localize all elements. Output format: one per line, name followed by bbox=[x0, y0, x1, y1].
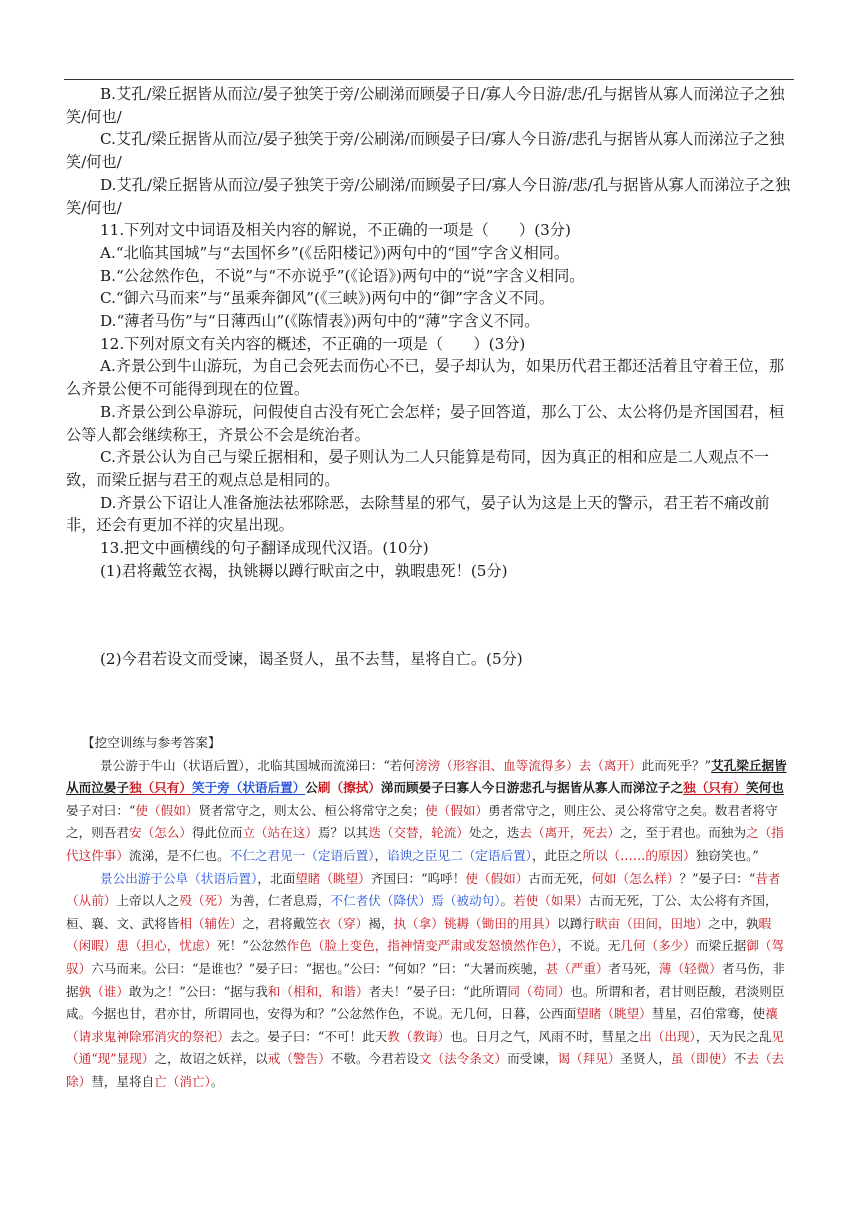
answer-run: 笑于旁（状语后置） bbox=[191, 780, 306, 796]
answer-run: 若使（如果） bbox=[513, 893, 589, 909]
q12-option-c: C.齐景公认为自己与梁丘据相和，晏子则认为二人只能算是苟同，因为真正的相和应是二人观点不一致，而梁丘据与君王的观点总是相同的。 bbox=[66, 448, 769, 489]
answer-run: 公 bbox=[305, 780, 318, 796]
answer-run: 古而无死， bbox=[528, 870, 592, 886]
answer-run: 彗，星将自 bbox=[91, 1073, 155, 1089]
q10-option-c: C.艾孔/梁丘据皆从而泣/晏子独笑于旁/公刷涕/而顾晏子曰/寡人今日游/悲孔与据皆从寡人而涕泣子之独笑/何也/ bbox=[66, 130, 785, 172]
answer-run: 几何（多少） bbox=[620, 938, 696, 954]
answer-run: 而受谏， bbox=[507, 1051, 558, 1067]
answer-run: 。 bbox=[500, 893, 514, 909]
answer-run: 独（只有） bbox=[128, 780, 192, 796]
answer-run: 不 bbox=[733, 1051, 747, 1067]
answer-run: 也。所谓和者，君甘则臣酸，君淡则臣咸。今据也甘，君亦甘，所谓同也，安得为和？”公忿然作色，不说。无几何，日暮，公西面 bbox=[66, 983, 785, 1022]
answer-run: 甚（严重） bbox=[545, 960, 609, 976]
answer-run: 迭（交替，轮流） bbox=[368, 825, 469, 841]
answer-run: 何如（怎么样） bbox=[591, 870, 680, 886]
answer-run: 教（教诲） bbox=[387, 1028, 451, 1044]
answer-run: ， bbox=[374, 847, 388, 863]
q13-sentence-2: (2)今君若设文而受谏，谒圣贤人，虽不去彗，星将自亡。(5分) bbox=[100, 650, 523, 668]
q13-part2 bbox=[66, 648, 796, 671]
answer-run: 之（指代这件事） bbox=[66, 825, 784, 863]
answer-run: 古而无死，丁公、太公将有齐国，桓、襄、文、武将皆 bbox=[66, 893, 778, 931]
answer-run: ，北面 bbox=[257, 870, 296, 886]
answer-run: 齐国曰：“呜呼！ bbox=[370, 870, 466, 886]
answer-run: 执（拿） bbox=[393, 915, 444, 931]
q13-stem: 13.把文中画横线的句子翻译成现代汉语。(10分) bbox=[100, 539, 429, 558]
answer-run: 亡（消亡） bbox=[154, 1073, 211, 1089]
answer-run: 死！”公忿然 bbox=[217, 938, 287, 954]
q10-option-d: D.艾孔/梁丘据皆从而泣/晏子独笑于旁/公刷涕/而顾晏子曰/寡人今日游/悲/孔与据皆从寡人而涕泣子之独笑/何也/ bbox=[66, 175, 791, 217]
answer-run: ？”晏子曰：“ bbox=[679, 870, 756, 886]
answer-run: 彗星，召伯常骞，使 bbox=[651, 1006, 766, 1022]
answer-run: 禳（请求鬼神除邪消灾的祭祀） bbox=[66, 1006, 778, 1044]
answer-run: 和（相和，和谐） bbox=[267, 983, 369, 999]
answer-run: 暇（闲暇） bbox=[66, 915, 772, 954]
answer-run: 戒（警告） bbox=[267, 1051, 331, 1067]
answer-run: 艾孔梁丘据皆从而泣晏子 bbox=[66, 757, 787, 796]
answer-run: 去之。晏子曰：“不可！此天 bbox=[229, 1028, 388, 1044]
answer-run: 畎亩（田间，田地） bbox=[594, 915, 709, 931]
answer-run: 独（只有） bbox=[683, 780, 747, 796]
answer-run: 滂滂（形容泪、血等流得多） bbox=[414, 757, 579, 773]
answer-run: 以蹲行 bbox=[557, 915, 595, 931]
answer-run: 上帝以人之 bbox=[116, 893, 180, 909]
answer-run: 作色（脸上变色，指神情变严肃或发怒愤然作色） bbox=[286, 938, 558, 954]
answer-run: 处之，迭 bbox=[469, 825, 520, 841]
answer-run: 之，君将戴笠 bbox=[242, 915, 318, 931]
answer-run: 去（去除） bbox=[66, 1051, 785, 1089]
answer-run: 涕而顾晏子曰寡人今日游悲孔与据皆从寡人而涕泣子之 bbox=[380, 780, 684, 796]
answer-run: 焉？以其 bbox=[317, 825, 369, 841]
answer-run: 也。日月之气，风雨不时，彗星之 bbox=[450, 1028, 640, 1044]
answer-run: 不敬。今君若设 bbox=[330, 1051, 419, 1067]
answer-run: 圣贤人， bbox=[620, 1051, 671, 1067]
answer-run: 去（离开，死去） bbox=[519, 825, 621, 841]
answer-run: 流涕，是不仁也。 bbox=[128, 847, 230, 863]
questions-block bbox=[66, 83, 796, 582]
answer-run: 者马死， bbox=[608, 960, 659, 976]
q11-option-c: C.“御六马而来”与“虽乘奔御风”(《三峡》)两句中的“御”字含义不同。 bbox=[100, 289, 555, 308]
q12-option-d: D.齐景公下诏让人准备施法祛邪除恶，去除彗星的邪气，晏子认为这是上天的警示，君王若不痛改前非，还会有更加不祥的灾星出现。 bbox=[66, 493, 770, 535]
q11-option-a: A.“北临其国城”与“去国怀乡”(《岳阳楼记》)两句中的“国”字含义相同。 bbox=[100, 243, 570, 262]
answer-run: 患（担心，忧虑） bbox=[116, 938, 218, 954]
answer-run: 望睹（眺望） bbox=[576, 1006, 652, 1022]
q11-stem: 11.下列对文中词语及相关内容的解说，不正确的一项是（ ）(3分) bbox=[100, 221, 571, 240]
top-rule bbox=[64, 79, 794, 80]
q12-option-b: B.齐景公到公阜游玩，问假使自古没有死亡会怎样；晏子回答道，那么丁公、太公将仍是齐国国君，桓公等人都会继续称王，齐景公不会是统治者。 bbox=[66, 402, 785, 444]
answer-run: 。 bbox=[210, 1073, 224, 1089]
q10-option-b: B.艾孔/梁丘据皆从而泣/晏子独笑于旁/公刷涕而顾晏子日/寡人今日游/悲/孔与据皆从寡人而涕泣子之独笑/何也/ bbox=[66, 85, 785, 126]
answer-run: 御（驾驭） bbox=[66, 938, 784, 976]
answer-run: 而梁丘据 bbox=[695, 938, 747, 954]
answer-run: 安（怎么） bbox=[128, 825, 192, 841]
answer-run: 景公游于牛山（状语后置），北临其国城而流涕曰：“若何 bbox=[100, 757, 415, 773]
answer-run: 虽（即使） bbox=[670, 1051, 734, 1067]
answer-run: 景公出游于公阜（状语后置） bbox=[100, 870, 258, 886]
answer-run: 勇者常守之，则庄公、灵公将常守之矣。数君者将守之，则吾君 bbox=[66, 802, 778, 841]
answer-run: 得此位而 bbox=[191, 825, 243, 841]
q13-sentence-1: (1)君将戴笠衣褐，执铫耨以蹲行畎亩之中，孰暇患死！(5分) bbox=[100, 561, 508, 580]
answer-run: 同（苟同） bbox=[507, 983, 571, 999]
answer-run: 衣（穿） bbox=[317, 915, 369, 931]
answer-run: 去（离开） bbox=[578, 757, 642, 773]
answer-run: 薄（轻微） bbox=[658, 960, 722, 976]
answer-run: 铫耨（锄田的用具） bbox=[443, 915, 558, 931]
answer-run: 为善，仁者息焉， bbox=[229, 893, 331, 909]
q11-option-b: B.“公忿然作色，不说”与“不亦说乎”(《论语》)两句中的“说”字含义相同。 bbox=[100, 266, 585, 285]
answer-run: ，不说。无 bbox=[557, 938, 621, 954]
answer-section bbox=[66, 732, 796, 1094]
answer-run: 孰（谁） bbox=[78, 983, 129, 999]
answer-run: 六马而来。公曰：“是谁也？”晏子曰：“据也。”公曰：“何如？”曰：“大暑而疾驰， bbox=[91, 960, 546, 976]
answer-run: 殁（死） bbox=[179, 893, 230, 909]
answer-run: 褐， bbox=[368, 915, 394, 931]
answer-run: 独窃笑也。” bbox=[695, 847, 759, 863]
q12-stem: 12.下列对原文有关内容的概述，不正确的一项是（ ）(3分) bbox=[100, 334, 526, 353]
answer-run: 昔者（从前） bbox=[66, 870, 781, 909]
answer-run: 出（出现） bbox=[639, 1028, 696, 1044]
answer-run: 使（假如） bbox=[465, 870, 529, 886]
answer-run: 笑何也 bbox=[746, 780, 784, 796]
answer-run: ，此臣之 bbox=[531, 847, 583, 863]
answer-run: 谄谀之臣见二（定语后置） bbox=[387, 847, 532, 863]
answer-paragraph-2 bbox=[66, 868, 796, 1094]
answer-run: ，天为民之乱 bbox=[695, 1028, 772, 1044]
answer-run: 见（通“现”显现） bbox=[66, 1028, 784, 1067]
answer-run: 者夫！”晏子曰：“此所谓 bbox=[368, 983, 508, 999]
answer-run: 晏子对曰：“ bbox=[66, 802, 136, 818]
answer-run: 立（站在这） bbox=[242, 825, 318, 841]
answer-run: 谒（拜见） bbox=[557, 1051, 621, 1067]
answer-run: 者马伤，非据 bbox=[66, 960, 785, 999]
answer-run: 之中，孰 bbox=[708, 915, 759, 931]
answer-heading: 【挖空训练与参考答案】 bbox=[82, 735, 221, 750]
q11-option-d: D.“薄者马伤”与“日薄西山”(《陈情表》)两句中的“薄”字含义不同。 bbox=[100, 312, 540, 331]
answer-run: 不仁之君见一（定语后置） bbox=[229, 847, 375, 863]
answer-run: 望睹（眺望） bbox=[295, 870, 371, 886]
answer-run: 刷（擦拭） bbox=[317, 780, 381, 796]
answer-run: 此而死乎？” bbox=[641, 757, 712, 773]
answer-run: 所以（……的原因） bbox=[582, 847, 696, 863]
answer-run: 不仁者伏（降伏）焉（被动句） bbox=[330, 893, 501, 909]
answer-run: 之，故诏之妖祥，以 bbox=[154, 1051, 268, 1067]
answer-run: 使（假如） bbox=[135, 802, 199, 818]
answer-run: 相（辅佐） bbox=[179, 915, 243, 931]
answer-paragraph-1 bbox=[66, 755, 796, 868]
answer-run: 之，至于君也。而独为 bbox=[620, 825, 747, 841]
answer-run: 文（法令条文） bbox=[418, 1051, 508, 1067]
answer-run: 敢为之！”公曰：“据与我 bbox=[128, 983, 268, 999]
q12-option-a: A.齐景公到牛山游玩，为自己会死去而伤心不已，晏子却认为，如果历代君王都还活着且守着王位，那么齐景公便不可能得到现在的位置。 bbox=[66, 357, 785, 399]
answer-run: 贤者常守之，则太公、桓公将常守之矣； bbox=[198, 802, 426, 818]
answer-run: 使（假如） bbox=[425, 802, 489, 818]
